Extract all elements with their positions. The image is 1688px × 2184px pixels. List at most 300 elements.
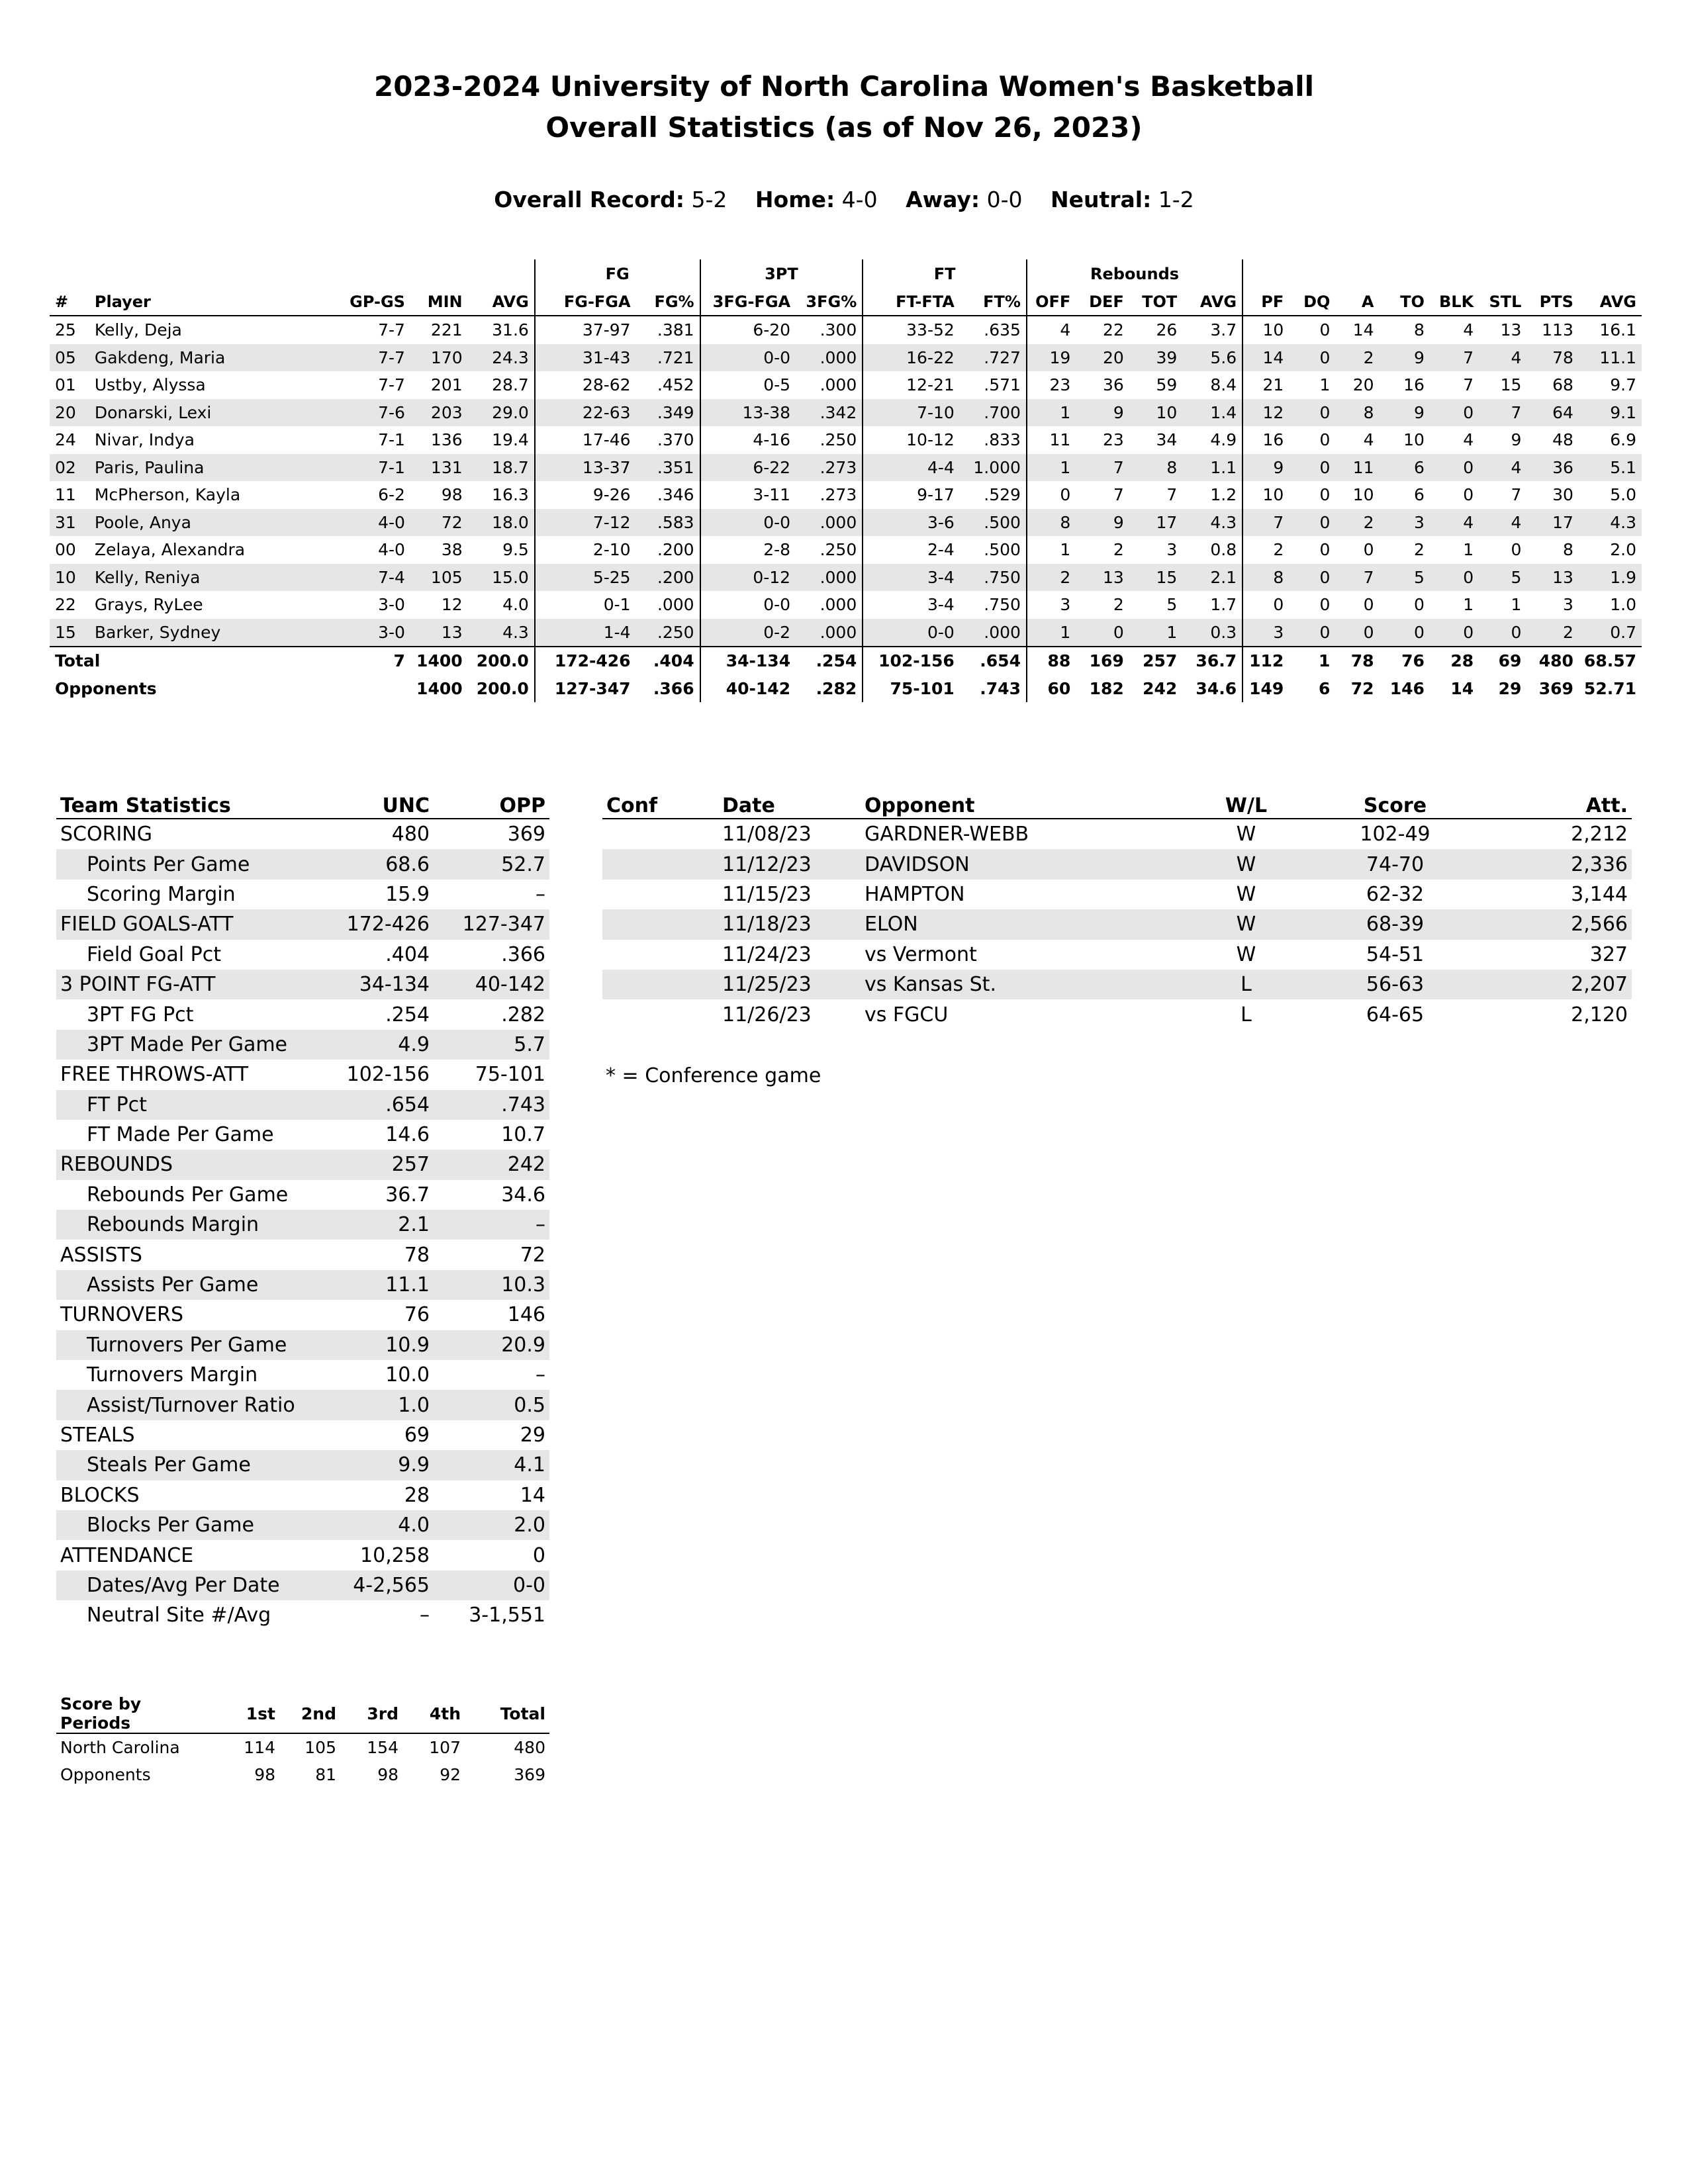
table-cell: 8.4	[1210, 375, 1237, 395]
table-cell: 4	[1430, 509, 1479, 537]
player-row	[50, 399, 1642, 427]
table-cell: 88	[1027, 647, 1076, 675]
table-cell: 14	[1450, 678, 1474, 698]
stat-label: Rebounds Per Game	[87, 1183, 289, 1206]
table-cell: 9-26	[535, 481, 636, 509]
table-cell: 7-1	[378, 430, 405, 450]
table-cell: 5-25	[535, 564, 636, 592]
table-cell: 68.57	[1579, 647, 1642, 675]
table-cell: 12-21	[863, 371, 960, 399]
table-cell: Zelaya, Alexandra	[94, 540, 246, 560]
table-cell: 136	[430, 430, 463, 450]
three-point-group-header: 3PT	[700, 259, 863, 289]
table-cell: 9.5	[502, 540, 529, 560]
stat-value: 76	[404, 1303, 430, 1327]
table-cell: 11	[55, 485, 76, 505]
table-cell: 8	[1129, 454, 1183, 482]
unc-header: UNC	[331, 793, 434, 819]
stat-value: 34.6	[501, 1183, 545, 1206]
game-row	[602, 970, 1632, 999]
overall-record-label: Overall Record:	[494, 187, 684, 212]
team-stats-table	[56, 793, 549, 1631]
stat-label: Turnovers Per Game	[56, 1330, 331, 1360]
game-row	[602, 940, 1632, 970]
table-cell: 9	[1076, 399, 1129, 427]
table-cell: 0-0	[863, 619, 960, 647]
game-cell: 11/12/23	[718, 849, 861, 879]
table-cell: 1400	[416, 678, 463, 698]
table-cell: 15.0	[468, 564, 535, 592]
table-cell: 7	[1243, 509, 1289, 537]
stat-value: .404	[385, 942, 430, 966]
game-cell	[602, 970, 718, 999]
table-cell: 0-0	[700, 591, 796, 619]
table-cell: 14	[1352, 320, 1374, 340]
table-cell: 146	[1389, 678, 1425, 698]
table-cell: 10	[1243, 316, 1289, 344]
player-row	[50, 481, 1642, 509]
table-cell: 5	[1166, 595, 1178, 615]
stat-value: 20.9	[434, 1330, 549, 1360]
table-cell: .349	[636, 399, 700, 427]
player-row	[50, 564, 1642, 592]
table-cell: .000	[820, 375, 857, 395]
team-stat-row	[56, 1060, 549, 1089]
period-header: 4th	[402, 1694, 465, 1733]
team-stat-row	[56, 1270, 549, 1300]
player-stats-table	[50, 259, 1642, 702]
season-record	[0, 187, 1688, 212]
table-cell: 4.9	[1210, 430, 1237, 450]
table-cell: 11	[1027, 426, 1076, 454]
table-cell: 7-10	[863, 399, 960, 427]
table-cell: 21	[1243, 371, 1289, 399]
column-header: TO	[1380, 289, 1430, 316]
table-cell: 8	[1335, 399, 1379, 427]
table-cell: 9	[1076, 509, 1129, 537]
stat-label: Dates/Avg Per Date	[56, 1570, 331, 1600]
score-by-periods-table	[56, 1694, 549, 1788]
table-cell: .000	[796, 344, 863, 372]
game-cell: 62-32	[1366, 882, 1425, 906]
column-header: PF	[1243, 289, 1289, 316]
table-cell: 5	[1479, 564, 1526, 592]
title-line-1: 2023-2024 University of North Carolina Women's Basketball	[374, 70, 1314, 103]
table-cell: 0.8	[1210, 540, 1237, 560]
table-cell: 2.0	[1610, 540, 1636, 560]
table-cell: 7	[1479, 399, 1526, 427]
table-cell: 7-4	[328, 564, 410, 592]
table-cell: 10-12	[863, 426, 960, 454]
stat-value: 480	[391, 823, 430, 846]
stat-label: Rebounds Margin	[56, 1210, 331, 1240]
table-cell: Donarski, Lexi	[89, 399, 328, 427]
table-cell: 0	[1319, 595, 1331, 615]
table-cell: 7-7	[328, 344, 410, 372]
table-cell: 22	[1102, 320, 1124, 340]
stat-value: 52.7	[434, 849, 549, 879]
table-cell: 2	[1413, 540, 1425, 560]
stat-value: –	[420, 1604, 430, 1627]
team-stat-row	[56, 940, 549, 970]
stat-value: 10.9	[331, 1330, 434, 1360]
stat-label: ASSISTS	[60, 1243, 142, 1267]
game-cell: 2,566	[1476, 909, 1632, 939]
table-cell: Kelly, Reniya	[89, 564, 328, 592]
stat-value: 9.9	[331, 1450, 434, 1480]
table-cell: .250	[820, 430, 857, 450]
table-cell: 0	[1430, 454, 1479, 482]
player-row	[50, 619, 1642, 647]
table-cell: 257	[1129, 647, 1183, 675]
table-cell: 3-4	[863, 564, 960, 592]
team-stat-row	[56, 1360, 549, 1390]
stat-value: 11.1	[331, 1270, 434, 1300]
neutral-record-value: 1-2	[1158, 187, 1194, 212]
period-header: 3rd	[340, 1694, 402, 1733]
table-cell: .000	[796, 564, 863, 592]
table-cell: .273	[796, 454, 863, 482]
table-cell: 7	[1511, 485, 1522, 505]
table-cell: 2	[1027, 564, 1076, 592]
game-cell: 11/25/23	[718, 970, 861, 999]
stat-value: 10.0	[385, 1363, 430, 1387]
player-row	[50, 344, 1642, 372]
table-cell: 29	[1498, 678, 1522, 698]
period-row	[56, 1733, 549, 1761]
table-cell: .743	[980, 678, 1021, 698]
table-cell: .250	[820, 540, 857, 560]
opp-header: OPP	[434, 793, 549, 819]
game-cell: 2,207	[1476, 970, 1632, 999]
table-cell: 127-347	[535, 675, 636, 703]
table-cell: 59	[1156, 375, 1178, 395]
table-cell: 7-7	[378, 320, 405, 340]
stat-value: 34-134	[331, 970, 434, 999]
stat-value: 78	[404, 1243, 430, 1267]
table-cell: 0	[1363, 540, 1374, 560]
stat-value: 36.7	[385, 1183, 430, 1206]
team-stats-header-row	[56, 793, 549, 819]
team-stat-row	[56, 909, 549, 939]
team-stat-row	[56, 1420, 549, 1450]
table-cell: 25	[55, 320, 76, 340]
table-cell: 172-426	[535, 647, 636, 675]
table-cell: 6-20	[700, 316, 796, 344]
table-cell: 4-16	[700, 426, 796, 454]
stat-value: 10.3	[434, 1270, 549, 1300]
team-stat-row	[56, 1150, 549, 1179]
table-cell: 3	[1562, 595, 1573, 615]
player-row	[50, 316, 1642, 344]
table-cell: .635	[984, 320, 1021, 340]
table-cell: 34	[1156, 430, 1178, 450]
player-row	[50, 371, 1642, 399]
game-cell: 68-39	[1314, 909, 1476, 939]
column-header: DQ	[1289, 289, 1335, 316]
team-stat-row	[56, 1510, 549, 1540]
team-stat-row	[56, 1300, 549, 1330]
table-cell: .000	[820, 595, 857, 615]
period-cell: 98	[377, 1765, 399, 1784]
table-cell: 16	[1243, 426, 1289, 454]
game-cell: W	[1178, 909, 1314, 939]
game-cell	[602, 999, 718, 1029]
table-cell: 20	[1076, 344, 1129, 372]
table-cell: .583	[636, 509, 700, 537]
table-cell: 14	[1243, 344, 1289, 372]
table-cell: .273	[820, 485, 857, 505]
table-cell: .000	[796, 619, 863, 647]
table-cell: 3	[1027, 591, 1076, 619]
table-cell: 36	[1102, 375, 1124, 395]
table-cell: 4-4	[863, 454, 960, 482]
table-cell: 15	[1500, 375, 1522, 395]
table-cell: 480	[1526, 647, 1578, 675]
table-cell: 0	[1363, 595, 1374, 615]
table-cell: 9	[1243, 454, 1289, 482]
table-cell: 34-134	[700, 647, 796, 675]
game-results-header-row	[602, 793, 1632, 819]
table-cell: .700	[960, 399, 1027, 427]
period-header: 1st	[218, 1694, 279, 1733]
stat-value: .654	[331, 1090, 434, 1120]
period-cell: 369	[514, 1765, 545, 1784]
table-cell: 28-62	[535, 371, 636, 399]
table-cell: 0	[1413, 595, 1425, 615]
team-stat-row	[56, 849, 549, 879]
table-cell: 19	[1027, 344, 1076, 372]
stat-value: .254	[385, 1003, 430, 1026]
column-header: AVG	[468, 289, 535, 316]
table-cell: 05	[50, 344, 89, 372]
table-cell: .381	[657, 320, 694, 340]
table-cell: 0-12	[700, 564, 796, 592]
table-cell: 23	[1027, 371, 1076, 399]
table-cell: .404	[636, 647, 700, 675]
stat-value: 75-101	[475, 1063, 545, 1087]
table-cell: .200	[636, 564, 700, 592]
table-cell: 4	[1363, 430, 1374, 450]
team-stat-row	[56, 1240, 549, 1269]
table-cell: 5.1	[1579, 454, 1642, 482]
table-cell: 4.3	[468, 619, 535, 647]
stat-label: STEALS	[60, 1424, 135, 1447]
table-cell: 16.1	[1599, 320, 1636, 340]
game-cell: GARDNER-WEBB	[865, 823, 1029, 846]
period-cell: 107	[429, 1738, 461, 1757]
team-stat-row	[56, 1390, 549, 1420]
table-cell: 98	[441, 485, 463, 505]
stat-label: Blocks Per Game	[56, 1510, 331, 1540]
home-record-value: 4-0	[841, 187, 878, 212]
table-cell: 1	[1463, 595, 1474, 615]
table-cell: 78	[1526, 344, 1578, 372]
game-cell	[602, 880, 718, 909]
game-cell: 3,144	[1571, 882, 1628, 906]
table-cell: .000	[796, 509, 863, 537]
table-cell: 8	[1027, 509, 1076, 537]
table-cell: 2-10	[535, 536, 636, 564]
game-cell	[602, 909, 718, 939]
stat-label: 3PT Made Per Game	[56, 1030, 331, 1060]
table-cell: 9	[1511, 430, 1522, 450]
table-cell: 52.71	[1583, 678, 1636, 698]
table-cell: 201	[430, 375, 463, 395]
table-cell: 24.3	[468, 344, 535, 372]
team-stats-header: Team Statistics	[56, 793, 331, 819]
table-cell: 34.6	[1196, 678, 1237, 698]
away-record-value: 0-0	[986, 187, 1023, 212]
column-header: Player	[89, 289, 328, 316]
table-cell: 0	[1479, 619, 1526, 647]
stat-value: 369	[507, 823, 545, 846]
column-header: FG-FGA	[535, 289, 636, 316]
column-header: 3FG%	[796, 289, 863, 316]
stat-label: Assists Per Game	[56, 1270, 331, 1300]
period-header: Total	[465, 1694, 549, 1733]
table-cell: 0-1	[535, 591, 636, 619]
game-cell: W	[1236, 823, 1256, 846]
stat-value: 28	[404, 1483, 430, 1507]
team-stat-row	[56, 1030, 549, 1060]
stat-value: –	[434, 1210, 549, 1240]
table-cell: 22	[55, 595, 76, 615]
table-cell: .000	[960, 619, 1027, 647]
game-cell: 64-65	[1366, 1003, 1425, 1026]
stat-value: 0	[532, 1543, 545, 1567]
stat-value: 15.9	[385, 882, 430, 906]
table-cell: 8	[1413, 320, 1425, 340]
column-header: GP-GS	[328, 289, 410, 316]
score-header: Score	[1314, 793, 1476, 819]
game-cell: W	[1236, 942, 1256, 966]
table-cell	[89, 647, 328, 675]
table-cell: 64	[1526, 399, 1578, 427]
table-cell: .571	[984, 375, 1021, 395]
table-cell: 1400	[410, 647, 468, 675]
table-cell: 7	[1113, 485, 1124, 505]
stat-value: 29	[520, 1424, 545, 1447]
ft-group-header: FT	[863, 259, 1027, 289]
column-header: AVG	[1579, 289, 1642, 316]
game-cell: 11/18/23	[718, 909, 861, 939]
table-cell: 2	[1335, 509, 1379, 537]
period-header: Score by Periods	[56, 1694, 218, 1733]
table-cell: 113	[1542, 320, 1573, 340]
rebounds-group-header: Rebounds	[1027, 259, 1243, 289]
table-cell: 78	[1335, 647, 1379, 675]
table-cell: 1	[1463, 540, 1474, 560]
table-cell: 2	[1243, 536, 1289, 564]
stat-value: 2.1	[331, 1210, 434, 1240]
period-cell: 154	[367, 1738, 399, 1757]
period-cell: 480	[514, 1738, 545, 1757]
game-cell	[602, 819, 718, 849]
table-cell: 7-12	[535, 509, 636, 537]
table-cell: 0	[1430, 564, 1479, 592]
table-cell: 1	[1319, 375, 1331, 395]
table-cell: 0-5	[700, 371, 796, 399]
table-cell: 16-22	[863, 344, 960, 372]
table-cell: 60	[1027, 675, 1076, 703]
table-cell: 2	[1526, 619, 1578, 647]
table-cell: 6-22	[700, 454, 796, 482]
periods-header-row	[56, 1694, 549, 1733]
team-stat-row	[56, 1180, 549, 1210]
table-cell: .200	[657, 540, 694, 560]
period-row	[56, 1761, 549, 1788]
column-header: FT%	[960, 289, 1027, 316]
table-cell: 8	[1243, 564, 1289, 592]
game-row	[602, 849, 1632, 879]
stat-value: 102-156	[346, 1063, 430, 1087]
table-cell: .366	[653, 678, 694, 698]
table-cell: 1.1	[1182, 454, 1243, 482]
table-cell: 10	[1403, 430, 1425, 450]
table-cell: 149	[1243, 675, 1289, 703]
period-cell: 98	[254, 1765, 275, 1784]
period-cell: 105	[305, 1738, 336, 1757]
table-cell: Nivar, Indya	[94, 430, 195, 450]
table-cell: 0-2	[700, 619, 796, 647]
column-header: MIN	[410, 289, 468, 316]
table-cell: 4	[1479, 509, 1526, 537]
table-cell: 19.4	[492, 430, 529, 450]
player-row	[50, 509, 1642, 537]
game-cell: 11/24/23	[722, 942, 812, 966]
player-row	[50, 591, 1642, 619]
stat-value: 10,258	[360, 1543, 430, 1567]
attendance-header: Att.	[1476, 793, 1632, 819]
team-stat-row	[56, 1570, 549, 1600]
table-cell: .370	[657, 430, 694, 450]
game-cell: 2,212	[1571, 823, 1628, 846]
table-cell: Gakdeng, Maria	[89, 344, 328, 372]
table-cell: 02	[50, 454, 89, 482]
table-cell: 10	[1352, 485, 1374, 505]
stat-value: 4-2,565	[331, 1570, 434, 1600]
team-stat-row	[56, 999, 549, 1029]
table-cell: 0	[1289, 509, 1335, 537]
stat-value: 1.0	[331, 1390, 434, 1420]
game-cell: vs Kansas St.	[861, 970, 1178, 999]
table-cell: 6.9	[1610, 430, 1636, 450]
stat-value: 68.6	[331, 849, 434, 879]
stat-value: –	[536, 1363, 545, 1387]
table-cell: 3	[1166, 540, 1178, 560]
table-cell: .000	[657, 595, 694, 615]
table-cell: 26	[1156, 320, 1178, 340]
table-cell: 3-11	[700, 481, 796, 509]
game-cell: L	[1178, 970, 1314, 999]
table-cell: 9.7	[1610, 375, 1636, 395]
away-record-label: Away:	[906, 187, 980, 212]
table-cell: .500	[984, 540, 1021, 560]
table-cell: 33-52	[863, 316, 960, 344]
table-cell: 0	[1289, 399, 1335, 427]
stat-value: 242	[434, 1150, 549, 1179]
table-cell: 31.6	[492, 320, 529, 340]
table-cell: 13	[410, 619, 468, 647]
table-cell: 76	[1380, 647, 1430, 675]
table-cell: 11	[1335, 454, 1379, 482]
table-cell: 4	[1479, 454, 1526, 482]
table-cell: 2	[1113, 595, 1124, 615]
table-cell: 13	[1526, 564, 1578, 592]
table-cell: 7	[328, 647, 410, 675]
table-cell: 1	[1027, 536, 1076, 564]
